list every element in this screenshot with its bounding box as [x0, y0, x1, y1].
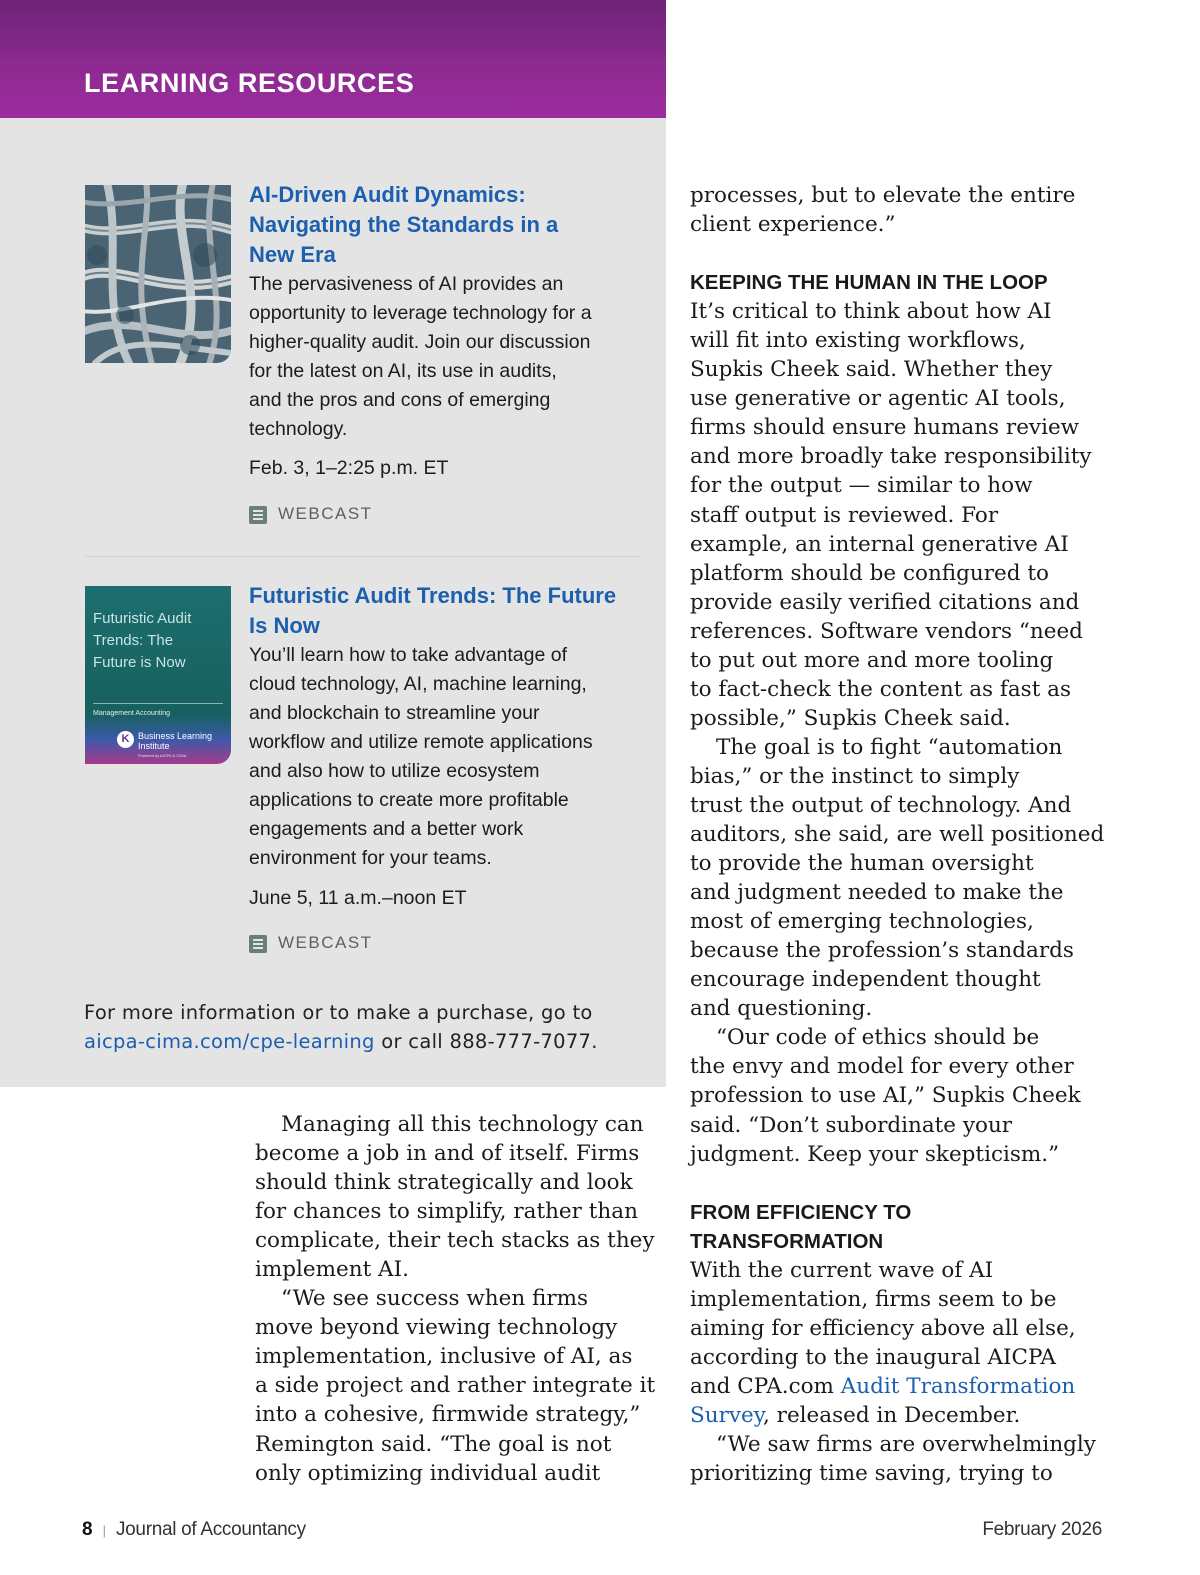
- footer-separator: |: [102, 1523, 106, 1538]
- journal-name: Journal of Accountancy: [115, 1519, 306, 1540]
- cpe-learning-link[interactable]: aicpa-cima.com/cpe-learning: [84, 1030, 375, 1053]
- section-title: LEARNING RESOURCES: [84, 68, 415, 98]
- course-description: You’ll learn how to take advantage of cloud technology, AI, machine learning, and blockchain to streamline your workflow and utilize remote applications and also how to utilize ecosystem applications to create more profitable engagements and a better work environment for your teams.: [249, 644, 593, 869]
- list-icon: [249, 506, 267, 524]
- course-title-ai-driven-audit[interactable]: [249, 180, 644, 270]
- course-title-line[interactable]: Navigating the Standards in a: [249, 212, 559, 237]
- list-icon: [249, 935, 267, 953]
- section-heading-human-in-loop: KEEPING THE HUMAN IN THE LOOP: [690, 271, 1048, 295]
- article-paragraph: “Our code of ethics should be the envy and model for every other profession to use AI,” Supkis Cheek said. “Don’t subordinate your judgment. Keep your skepticism.”: [690, 1025, 1081, 1167]
- thumbnail-brand-tagline: Powered by AICPA & CIMA: [138, 753, 187, 758]
- thumbnail-title: Futuristic Audit Trends: The Future is Now: [93, 610, 192, 671]
- course-format-label: WEBCAST: [278, 504, 373, 523]
- course-title-line[interactable]: New Era: [249, 242, 336, 267]
- article-paragraph: It’s critical to think about how AI will fit into existing workflows, Supkis Cheek said. Whether they use generative or agentic AI tools, firms should ensure humans review and more broadly take responsibility for the output — similar to how staff output is reviewed. For example, an internal generative AI platform should be configured to provide easily verified citations and references. Software vendors “need to put out more and more tooling to fact-check the content as fast as possible,” Supkis Cheek said.: [690, 299, 1092, 731]
- thumbnail-rule: [93, 703, 223, 704]
- article-column-1: [255, 1110, 675, 1488]
- article-column-2: [690, 181, 1120, 1488]
- thumbnail-brand: Business Learning Institute: [138, 731, 213, 751]
- article-paragraph: The goal is to fight “automation bias,” or the instinct to simply trust the output of technology. And auditors, she said, are well positioned to provide the human oversight and judgment needed to make the most of emerging technologies, because the profession’s standards encourage independent thought and questioning.: [690, 734, 1105, 1022]
- course-date: Feb. 3, 1–2:25 p.m. ET: [249, 457, 449, 479]
- course-description: The pervasiveness of AI provides an opportunity to leverage technology for a higher-quality audit. Join our discussion for the latest on AI, its use in audits, and the pros and cons of emerging technology.: [249, 273, 592, 440]
- course-format-label: WEBCAST: [278, 933, 373, 952]
- section-banner: [0, 0, 666, 118]
- course-title-line[interactable]: Is Now: [249, 613, 320, 638]
- article-paragraph: processes, but to elevate the entire client experience.”: [690, 183, 1076, 238]
- audit-transformation-survey-link[interactable]: Survey: [690, 1402, 764, 1428]
- course-date: June 5, 11 a.m.–noon ET: [249, 887, 467, 909]
- course-thumbnail-highway[interactable]: [85, 185, 231, 363]
- article-paragraph: “We saw firms are overwhelmingly prioritizing time saving, trying to: [690, 1432, 1096, 1487]
- aerial-highway-interchange-image: [85, 185, 231, 363]
- business-learning-institute-logo-icon: K: [117, 731, 134, 748]
- audit-transformation-survey-link[interactable]: Audit Transformation: [840, 1373, 1076, 1399]
- page-number: 8: [82, 1519, 93, 1540]
- course-thumbnail-futuristic-audit[interactable]: [85, 586, 231, 764]
- purchase-info: For more information or to make a purchase, go to aicpa-cima.com/cpe-learning or call 888-777-7077.: [84, 1001, 598, 1053]
- article-paragraph: Managing all this technology can become a job in and of itself. Firms should think strategically and look for chances to simplify, rather than complicate, their tech stacks as they implement AI.: [255, 1112, 655, 1283]
- course-title-futuristic-audit[interactable]: [249, 581, 644, 641]
- course-title-line[interactable]: AI-Driven Audit Dynamics:: [249, 182, 526, 207]
- article-paragraph: With the current wave of AI implementation, firms seem to be aiming for efficiency above all else, according to the inaugural AICPA and CPA.com Audit Transformation Survey, released in December.: [690, 1257, 1076, 1428]
- course-title-line[interactable]: Futuristic Audit Trends: The Future: [249, 583, 617, 608]
- page-footer: [82, 1517, 306, 1544]
- article-paragraph: “We see success when firms move beyond viewing technology implementation, inclusive of AI, as a side project and rather integrate it into a cohesive, firmwide strategy,” Remington said. “The goal is not only optimizing individual audit: [255, 1286, 656, 1486]
- course-divider: [85, 556, 641, 557]
- paragraph-spacer: [690, 1169, 1120, 1198]
- issue-date: February 2026: [982, 1519, 1102, 1540]
- section-heading-efficiency: FROM EFFICIENCY TO TRANSFORMATION: [690, 1200, 912, 1253]
- thumbnail-subtitle: Management Accounting: [93, 710, 171, 717]
- paragraph-spacer: [690, 239, 1120, 268]
